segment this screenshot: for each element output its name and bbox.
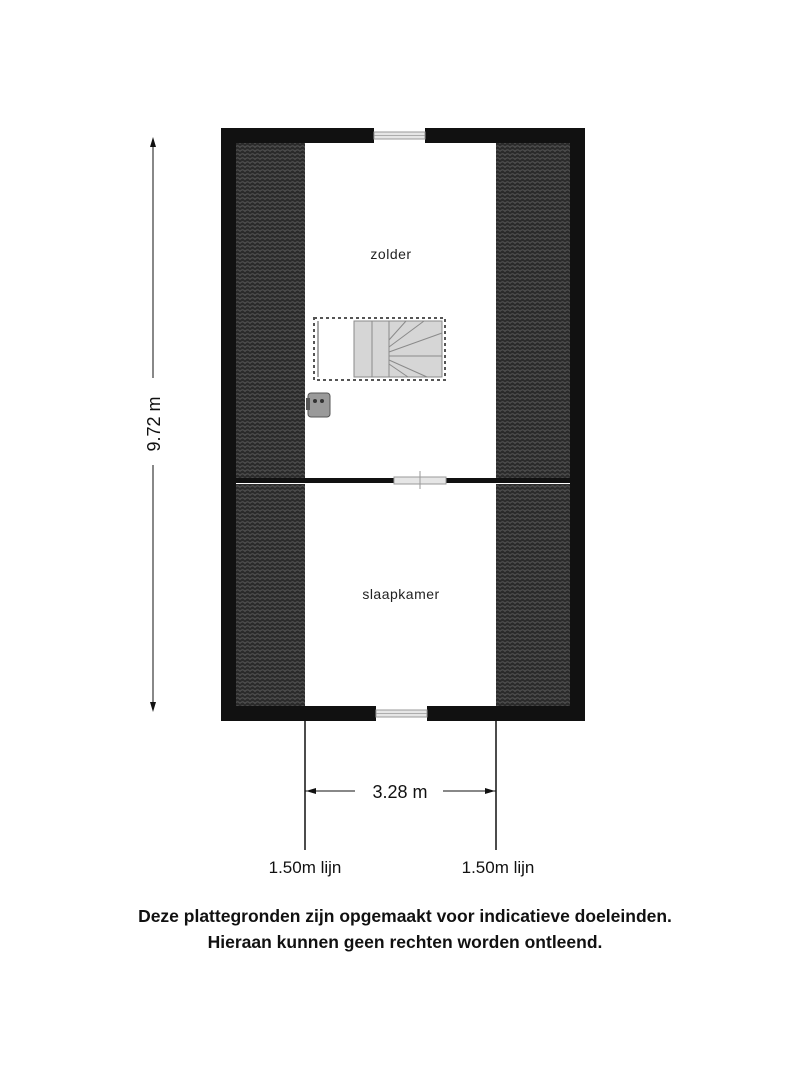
outer-wall-top-left [221, 128, 374, 143]
outer-wall-right [570, 128, 585, 721]
window-top [374, 132, 425, 139]
height-dimension-label: 9.72 m [144, 396, 164, 452]
width-dimension-label: 3.28 m [372, 782, 428, 802]
roof-slope-left-top [236, 143, 305, 478]
window-bottom [376, 710, 427, 717]
interior-door-opening [394, 471, 446, 489]
room-label-slaapkamer: slaapkamer [362, 586, 440, 602]
outer-wall-bottom-right [427, 706, 585, 721]
disclaimer-line-1: Deze plattegronden zijn opgemaakt voor indicatieve doeleinden. [138, 906, 672, 926]
roof-slope-right-bottom [496, 484, 570, 706]
room-label-zolder: zolder [370, 246, 412, 262]
reference-line-left-label: 1.50m lijn [268, 858, 342, 877]
outer-wall-left [221, 128, 236, 721]
outer-wall-bottom-left [221, 706, 376, 721]
roof-slope-right-top [496, 143, 570, 478]
disclaimer-line-2: Hieraan kunnen geen rechten worden ontleend. [207, 932, 603, 952]
reference-line-right-label: 1.50m lijn [461, 858, 535, 877]
interior-wall-left [236, 478, 394, 483]
roof-slope-left-bottom [236, 484, 305, 706]
staircase [314, 318, 445, 380]
outer-wall-top-right [425, 128, 585, 143]
interior-wall-right [446, 478, 570, 483]
boiler-unit [306, 393, 330, 417]
